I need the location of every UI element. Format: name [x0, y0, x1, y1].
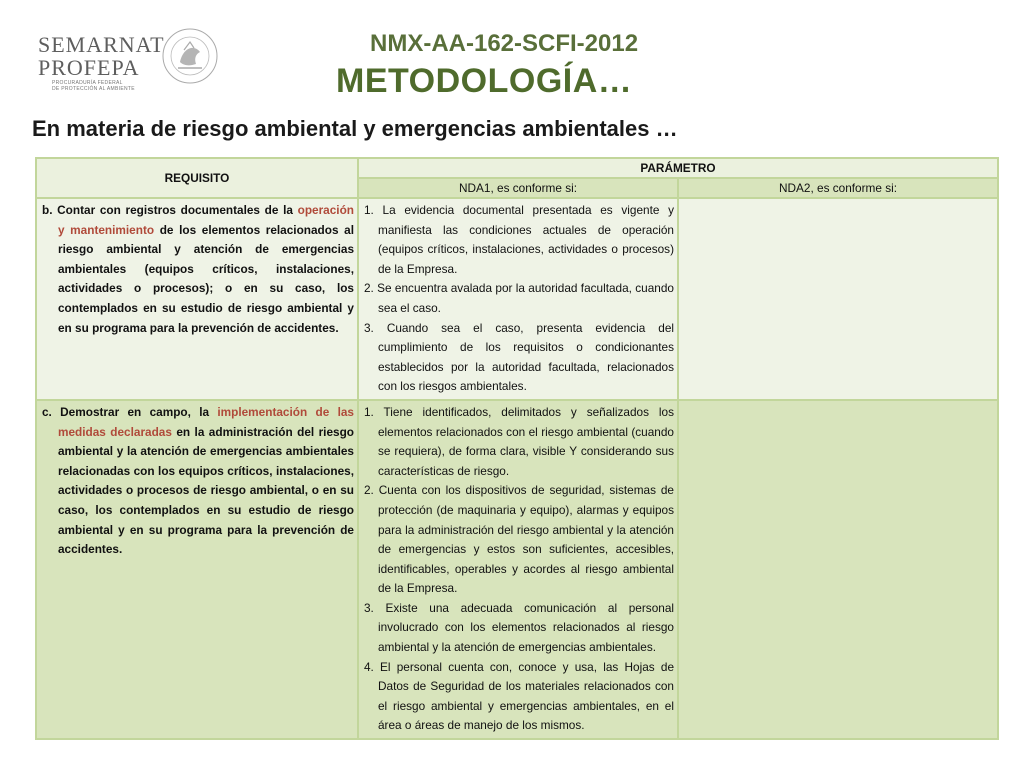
- nda1-list: [362, 403, 674, 736]
- list-item: 3. Existe una adecuada comunicación al personal involucrado con los elementos relacionados al riesgo ambiental y la atención de emergencias ambientales.: [364, 600, 674, 655]
- requisito-text-part: b. Contar con registros documentales de la: [42, 203, 298, 217]
- logo-semarnat-text: SEMARNAT: [38, 32, 165, 57]
- requirements-table: [35, 157, 999, 740]
- standard-code: NMX-AA-162-SCFI-2012: [370, 30, 639, 57]
- requisito-cell: [36, 198, 358, 400]
- requisito-text: [40, 403, 354, 560]
- semarnat-profepa-logo: [32, 22, 222, 96]
- header-parametro: PARÁMETRO: [358, 158, 998, 178]
- nda1-cell: [358, 400, 678, 739]
- nda2-cell: [678, 400, 998, 739]
- list-item: 1. Tiene identificados, delimitados y señalizados los elementos relacionados con el riesgo ambiental (cuando se requiera), de forma clara, visible Y considerando sus características de riesgo.: [364, 404, 674, 478]
- table-row: [36, 400, 998, 739]
- header-requisito: REQUISITO: [36, 158, 358, 198]
- table-row: [36, 198, 998, 400]
- header-nda2: NDA2, es conforme si:: [678, 178, 998, 198]
- requisito-text: [40, 201, 354, 338]
- list-item: 4. El personal cuenta con, conoce y usa, las Hojas de Datos de Seguridad de los materiales relacionados con el riesgo ambiental y emergencias ambientales, en el área o áreas de manejo de los mismos.: [364, 659, 674, 733]
- list-item: 2. Cuenta con los dispositivos de seguridad, sistemas de protección (de maquinaria y equipo), alarmas y equipos para la administración del riesgo ambiental y la atención de emergencias y estos son suficientes, accesibles, identificables, operables y acordes al riesgo ambiental de la Empresa.: [364, 483, 674, 596]
- requisito-text-part: c. Demostrar en campo, la: [42, 404, 218, 419]
- header-nda1: NDA1, es conforme si:: [358, 178, 678, 198]
- requisito-highlight: operación y mantenimiento: [58, 203, 354, 237]
- logo-profepa-text: PROFEPA: [38, 55, 140, 80]
- requisito-cell: [36, 400, 358, 739]
- nda1-cell: [358, 198, 678, 400]
- nda2-cell: [678, 198, 998, 400]
- list-item: 3. Cuando sea el caso, presenta evidencia del cumplimiento de los requisitos o condicionantes establecidos por la autoridad facultada, relacionados con los riesgos ambientales.: [364, 320, 674, 394]
- page-subtitle: En materia de riesgo ambiental y emergencias ambientales …: [32, 116, 678, 141]
- requisito-highlight: implementación de las medidas declaradas: [58, 404, 354, 439]
- page-title: METODOLOGÍA…: [336, 62, 633, 100]
- list-item: 1. La evidencia documental presentada es vigente y manifiesta las condiciones actuales de operación (equipos críticos, instalaciones, actividades o procesos) de la Empresa.: [364, 203, 674, 276]
- logo-small-line-2: DE PROTECCIÓN AL AMBIENTE: [52, 86, 135, 92]
- table-header-row: [36, 158, 998, 178]
- nda1-list: [362, 201, 674, 397]
- list-item: 2. Se encuentra avalada por la autoridad facultada, cuando sea el caso.: [364, 281, 674, 315]
- mexico-seal-icon: [150, 24, 222, 90]
- logo-small-line-1: PROCURADURÍA FEDERAL: [52, 80, 123, 86]
- requisito-text-part: en la administración del riesgo ambiental y la atención de emergencias ambientales relacionadas con los equipos críticos, instalaciones, actividades o procesos de riesgo ambiental, o en su caso, los contemplados en su estudio de riesgo ambiental y en su programa para la prevención de accidentes.: [58, 424, 354, 557]
- requisito-text-part: de los elementos relacionados al riesgo ambiental y atención de emergencias ambientales (equipos críticos, instalaciones, actividades o procesos); o en su caso, los contemplados en su estudio de riesgo ambiental y en su programa para la prevención de accidentes.: [58, 222, 354, 335]
